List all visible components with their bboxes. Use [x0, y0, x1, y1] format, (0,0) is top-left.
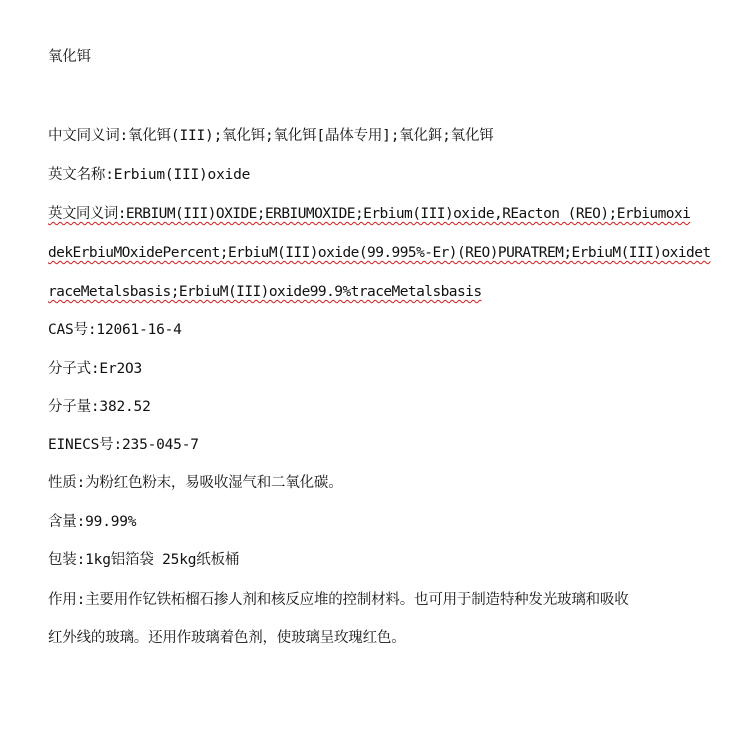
english-synonyms-line-2: dekErbiuMOxidePercent;ErbiuM(III)oxide(99.995%-Er)(REO)PURATREM;ErbiuM(III)oxidet [48, 245, 711, 261]
english-synonyms-line-3: raceMetalsbasis;ErbiuM(III)oxide99.9%traceMetalsbasis [48, 284, 482, 300]
properties: 性质:为粉红色粉末，易吸收湿气和二氧化碳。 [48, 475, 343, 491]
molecular-weight: 分子量:382.52 [48, 399, 151, 415]
document-title: 氧化铒 [48, 49, 91, 65]
usage-line-1: 作用:主要用作钇铁柘榴石掺人剂和核反应堆的控制材料。也可用于制造特种发光玻璃和吸收 [48, 592, 629, 608]
cas-number: CAS号:12061-16-4 [48, 322, 182, 338]
english-synonyms-line-1: 英文同义词:ERBIUM(III)OXIDE;ERBIUMOXIDE;Erbium(III)oxide,REacton (REO);Erbiumoxi [48, 206, 691, 222]
packaging: 包装:1kg铝箔袋 25kg纸板桶 [48, 552, 240, 568]
usage-line-2: 红外线的玻璃。还用作玻璃着色剂，使玻璃呈玫瑰红色。 [48, 630, 406, 646]
chinese-synonyms: 中文同义词:氧化铒(III);氧化铒;氧化铒[晶体专用];氧化鉺;氧化铒 [48, 128, 494, 144]
english-name: 英文名称:Erbium(III)oxide [48, 167, 251, 183]
einecs-number: EINECS号:235-045-7 [48, 437, 199, 453]
molecular-formula: 分子式:Er2O3 [48, 361, 143, 377]
content-purity: 含量:99.99% [48, 514, 137, 530]
